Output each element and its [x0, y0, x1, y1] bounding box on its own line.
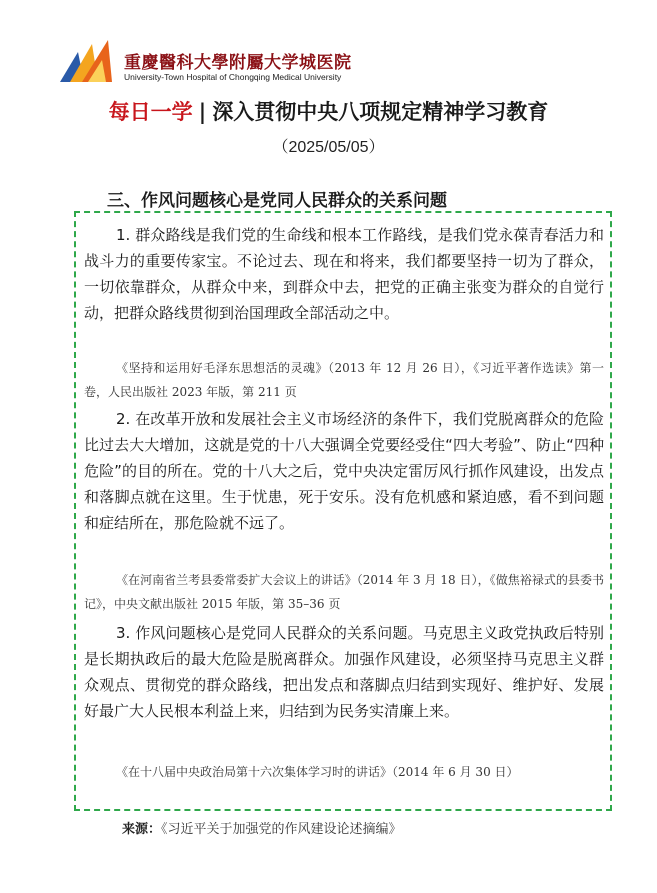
- hospital-logo-icon: [58, 38, 114, 84]
- paragraph-2-source: 《在河南省兰考县委常委扩大会议上的讲话》（2014 年 3 月 18 日），《做焦裕禄式的县委书记》，中央文献出版社 2015 年版，第 35–36 页: [84, 573, 604, 611]
- page-title: [0, 96, 657, 126]
- paragraph-1: 1. 群众路线是我们党的生命线和根本工作路线，是我们党永葆青春活力和战斗力的重要传家宝。不论过去、现在和将来，我们都要坚持一切为了群众，一切依靠群众，从群众中来，到群众中去，把党的正确主张变为群众的自觉行动，把群众路线贯彻到治国理政全部活动之中。: [84, 226, 604, 322]
- paragraph-2: 2. 在改革开放和发展社会主义市场经济的条件下，我们党脱离群众的危险比过去大大增加，这就是党的十八大强调全党要经受住“四大考验”、防止“四种危险”的目的所在。党的十八大之后，党中央决定雷厉风行抓作风建设，出发点和落脚点就在这里。生于忧患，死于安乐。没有危机感和紧迫感，看不到问题和症结所在，那危险就不远了。: [84, 410, 604, 532]
- footer-source: [122, 818, 402, 837]
- footer-source-label: 来源：: [122, 822, 162, 837]
- publish-date: （2025/05/05）: [272, 139, 385, 156]
- hospital-header: [58, 38, 358, 88]
- section-heading: 三、作风问题核心是党同人民群众的关系问题: [107, 191, 447, 211]
- paragraph-1-source: 《坚持和运用好毛泽东思想活的灵魂》（2013 年 12 月 26 日），《习近平著作选读》第一卷，人民出版社 2023 年版，第 211 页: [84, 361, 604, 399]
- title-prefix: 每日一学: [108, 99, 193, 124]
- title-separator: |: [198, 99, 207, 124]
- paragraph-3: 3. 作风问题核心是党同人民群众的关系问题。马克思主义政党执政后特别是长期执政后的最大危险是脱离群众。加强作风建设，必须坚持马克思主义群众观点、贯彻党的群众路线，把出发点和落脚点归结到实现好、维护好、发展好最广大人民根本利益上来，归结到为民务实清廉上来。: [84, 624, 604, 720]
- paragraph-3-source: 《在十八届中央政治局第十六次集体学习时的讲话》（2014 年 6 月 30 日）: [116, 765, 519, 779]
- hospital-name-english: University-Town Hospital of Chongqing Medical University: [124, 72, 342, 82]
- hospital-name-chinese: 重慶醫科大學附屬大学城医院: [124, 53, 352, 73]
- title-main: 深入贯彻中央八项规定精神学习教育: [212, 99, 549, 124]
- footer-source-text: 《习近平关于加强党的作风建设论述摘编》: [161, 822, 402, 837]
